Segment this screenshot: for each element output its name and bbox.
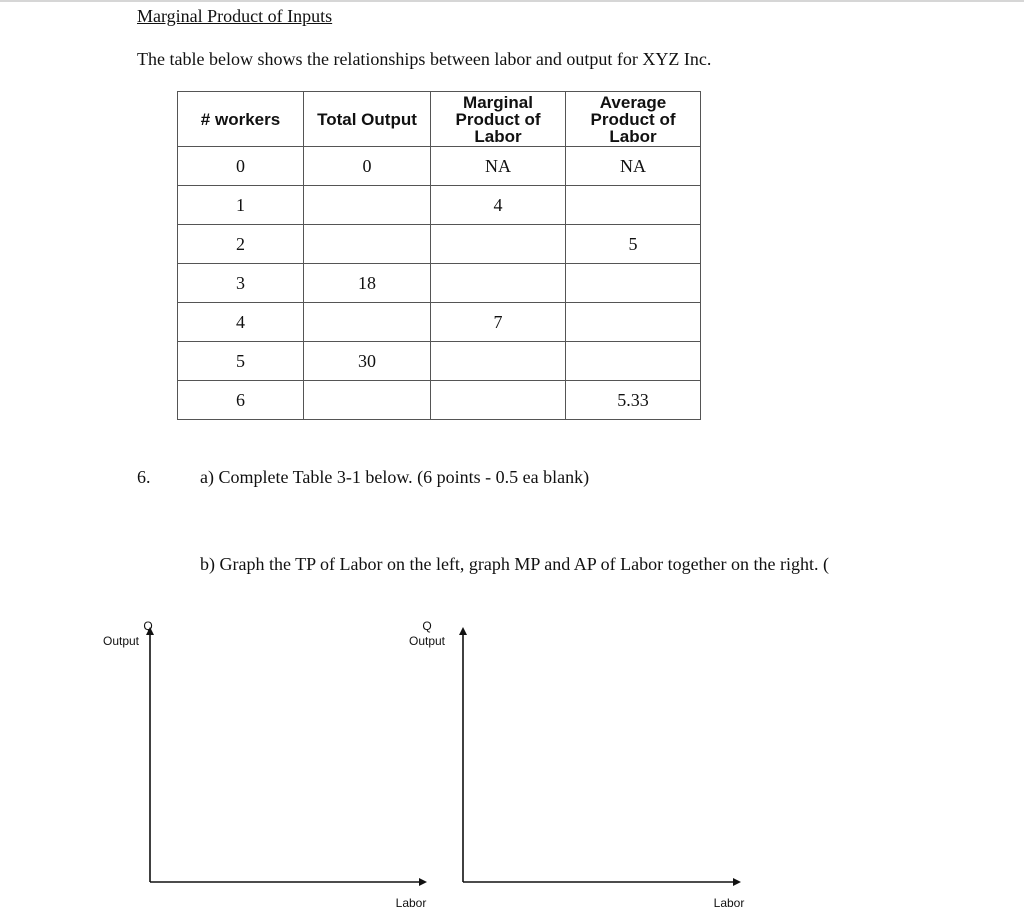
header-total-output: Total Output — [304, 92, 431, 147]
x-axis-label: Labor — [395, 896, 427, 910]
cell-average-product: NA — [566, 147, 701, 186]
x-axis-arrow-icon — [733, 878, 741, 886]
header-marginal-product: Marginal Product of Labor — [431, 92, 566, 147]
cell-workers: 5 — [178, 342, 304, 381]
cell-marginal-product: 7 — [431, 303, 566, 342]
question-part-a: a) Complete Table 3-1 below. (6 points - 0.5 ea blank) — [200, 467, 590, 487]
question-part-b: b) Graph the TP of Labor on the left, graph MP and AP of Labor together on the right. ( — [200, 554, 830, 574]
y-axis-symbol: Q — [143, 619, 153, 633]
cell-average-product: 5 — [566, 225, 701, 264]
x-axis-arrow-icon — [419, 878, 427, 886]
y-axis-arrow-icon — [459, 627, 467, 635]
y-axis-label: Output — [408, 634, 446, 648]
x-axis-label: Labor — [713, 896, 745, 910]
cell-workers: 6 — [178, 381, 304, 420]
cell-total-output: 0 — [304, 147, 431, 186]
tp-graph[interactable] — [103, 619, 427, 910]
cell-total-output: 30 — [304, 342, 431, 381]
cell-marginal-product: 4 — [431, 186, 566, 225]
cell-workers: 4 — [178, 303, 304, 342]
cell-total-output: 18 — [304, 264, 431, 303]
question-number: 6. — [137, 467, 151, 487]
mp-ap-graph[interactable] — [409, 619, 744, 910]
y-axis-label: Output — [102, 634, 140, 648]
header-average-product: Average Product of Labor — [566, 92, 701, 147]
y-axis-symbol: Q — [422, 619, 432, 633]
cell-workers: 0 — [178, 147, 304, 186]
header-workers: # workers — [178, 92, 304, 147]
cell-workers: 3 — [178, 264, 304, 303]
cell-marginal-product: NA — [431, 147, 566, 186]
document-title: Marginal Product of Inputs — [137, 6, 333, 26]
cell-workers: 1 — [178, 186, 304, 225]
cell-workers: 2 — [178, 225, 304, 264]
intro-text: The table below shows the relationships between labor and output for XYZ Inc. — [137, 49, 712, 69]
cell-average-product: 5.33 — [566, 381, 701, 420]
